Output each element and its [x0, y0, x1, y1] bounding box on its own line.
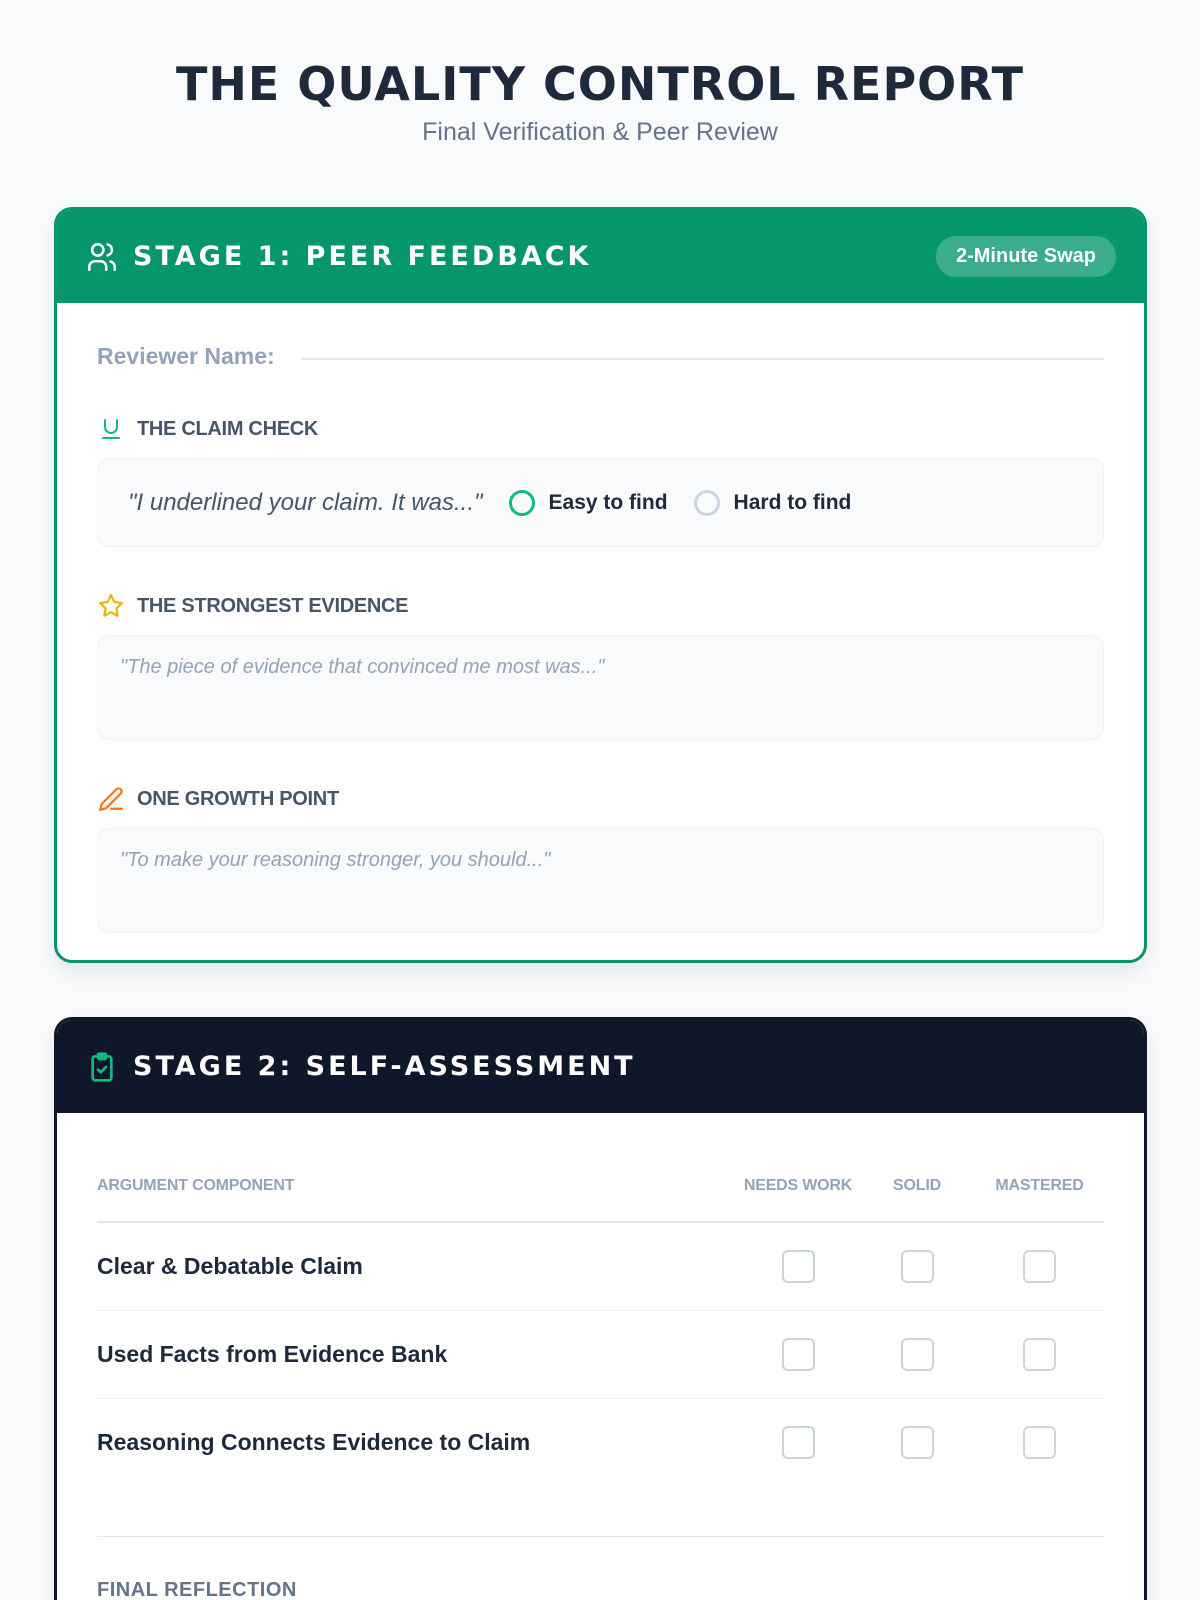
- mastered-checkbox[interactable]: [1023, 1426, 1056, 1459]
- strongest-evidence-heading: [97, 591, 1104, 621]
- self-assessment-table: [97, 1169, 1104, 1486]
- easy-to-find-label: Easy to find: [548, 490, 668, 514]
- page-title: THE QUALITY CONTROL REPORT: [175, 57, 1025, 111]
- stage2-header: [57, 1020, 1144, 1113]
- strongest-evidence-placeholder: "The piece of evidence that convinced me most was...": [120, 656, 605, 678]
- page-header: [0, 0, 1200, 147]
- col-solid: SOLID: [859, 1169, 975, 1222]
- radio-circle[interactable]: [694, 490, 720, 516]
- solid-checkbox[interactable]: [901, 1426, 934, 1459]
- needs-work-checkbox[interactable]: [782, 1338, 815, 1371]
- growth-point-placeholder: "To make your reasoning stronger, you should...": [120, 849, 551, 871]
- needs-work-checkbox[interactable]: [782, 1426, 815, 1459]
- section-divider: [97, 1536, 1104, 1537]
- clipboard-check-icon: [85, 1050, 119, 1084]
- table-row: [97, 1310, 1104, 1398]
- row-label: Clear & Debatable Claim: [97, 1222, 737, 1310]
- col-mastered: MASTERED: [975, 1169, 1104, 1222]
- reviewer-name-label: Reviewer Name:: [97, 343, 275, 369]
- claim-check-label: THE CLAIM CHECK: [137, 417, 319, 440]
- growth-point-label: ONE GROWTH POINT: [137, 787, 339, 810]
- growth-point-input[interactable]: [97, 828, 1104, 933]
- growth-point-heading: [97, 784, 1104, 814]
- col-argument-component: ARGUMENT COMPONENT: [97, 1169, 737, 1222]
- table-header-row: [97, 1169, 1104, 1222]
- table-row: [97, 1398, 1104, 1486]
- stage2-title: STAGE 2: SELF-ASSESSMENT: [133, 1051, 636, 1082]
- strongest-evidence-input[interactable]: [97, 635, 1104, 740]
- reviewer-name-input[interactable]: [301, 358, 1104, 360]
- final-reflection-label: FINAL REFLECTION: [97, 1579, 297, 1600]
- col-needs-work: NEEDS WORK: [737, 1169, 859, 1222]
- stage2-card: [54, 1017, 1147, 1600]
- row-label: Used Facts from Evidence Bank: [97, 1310, 737, 1398]
- easy-to-find-radio[interactable]: [509, 490, 668, 516]
- time-badge: 2-Minute Swap: [936, 236, 1116, 277]
- users-icon: [85, 240, 119, 274]
- solid-checkbox[interactable]: [901, 1338, 934, 1371]
- page-subtitle: Final Verification & Peer Review: [422, 118, 778, 146]
- needs-work-checkbox[interactable]: [782, 1250, 815, 1283]
- star-icon: [97, 592, 125, 620]
- stage1-title: STAGE 1: PEER FEEDBACK: [133, 241, 592, 272]
- row-label: Reasoning Connects Evidence to Claim: [97, 1428, 531, 1455]
- radio-circle[interactable]: [509, 490, 535, 516]
- claim-check-heading: [97, 414, 1104, 444]
- solid-checkbox[interactable]: [901, 1250, 934, 1283]
- claim-check-quote: "I underlined your claim. It was...": [128, 488, 483, 516]
- reviewer-name-field: [97, 343, 1104, 370]
- mastered-checkbox[interactable]: [1023, 1250, 1056, 1283]
- table-row: [97, 1222, 1104, 1310]
- pencil-icon: [97, 785, 125, 813]
- hard-to-find-radio[interactable]: [694, 490, 852, 516]
- claim-check-box: [97, 458, 1104, 547]
- strongest-evidence-label: THE STRONGEST EVIDENCE: [137, 594, 409, 617]
- stage1-header: [57, 210, 1144, 303]
- mastered-checkbox[interactable]: [1023, 1338, 1056, 1371]
- stage1-card: [54, 207, 1147, 963]
- underline-icon: [97, 415, 125, 443]
- hard-to-find-label: Hard to find: [733, 490, 852, 514]
